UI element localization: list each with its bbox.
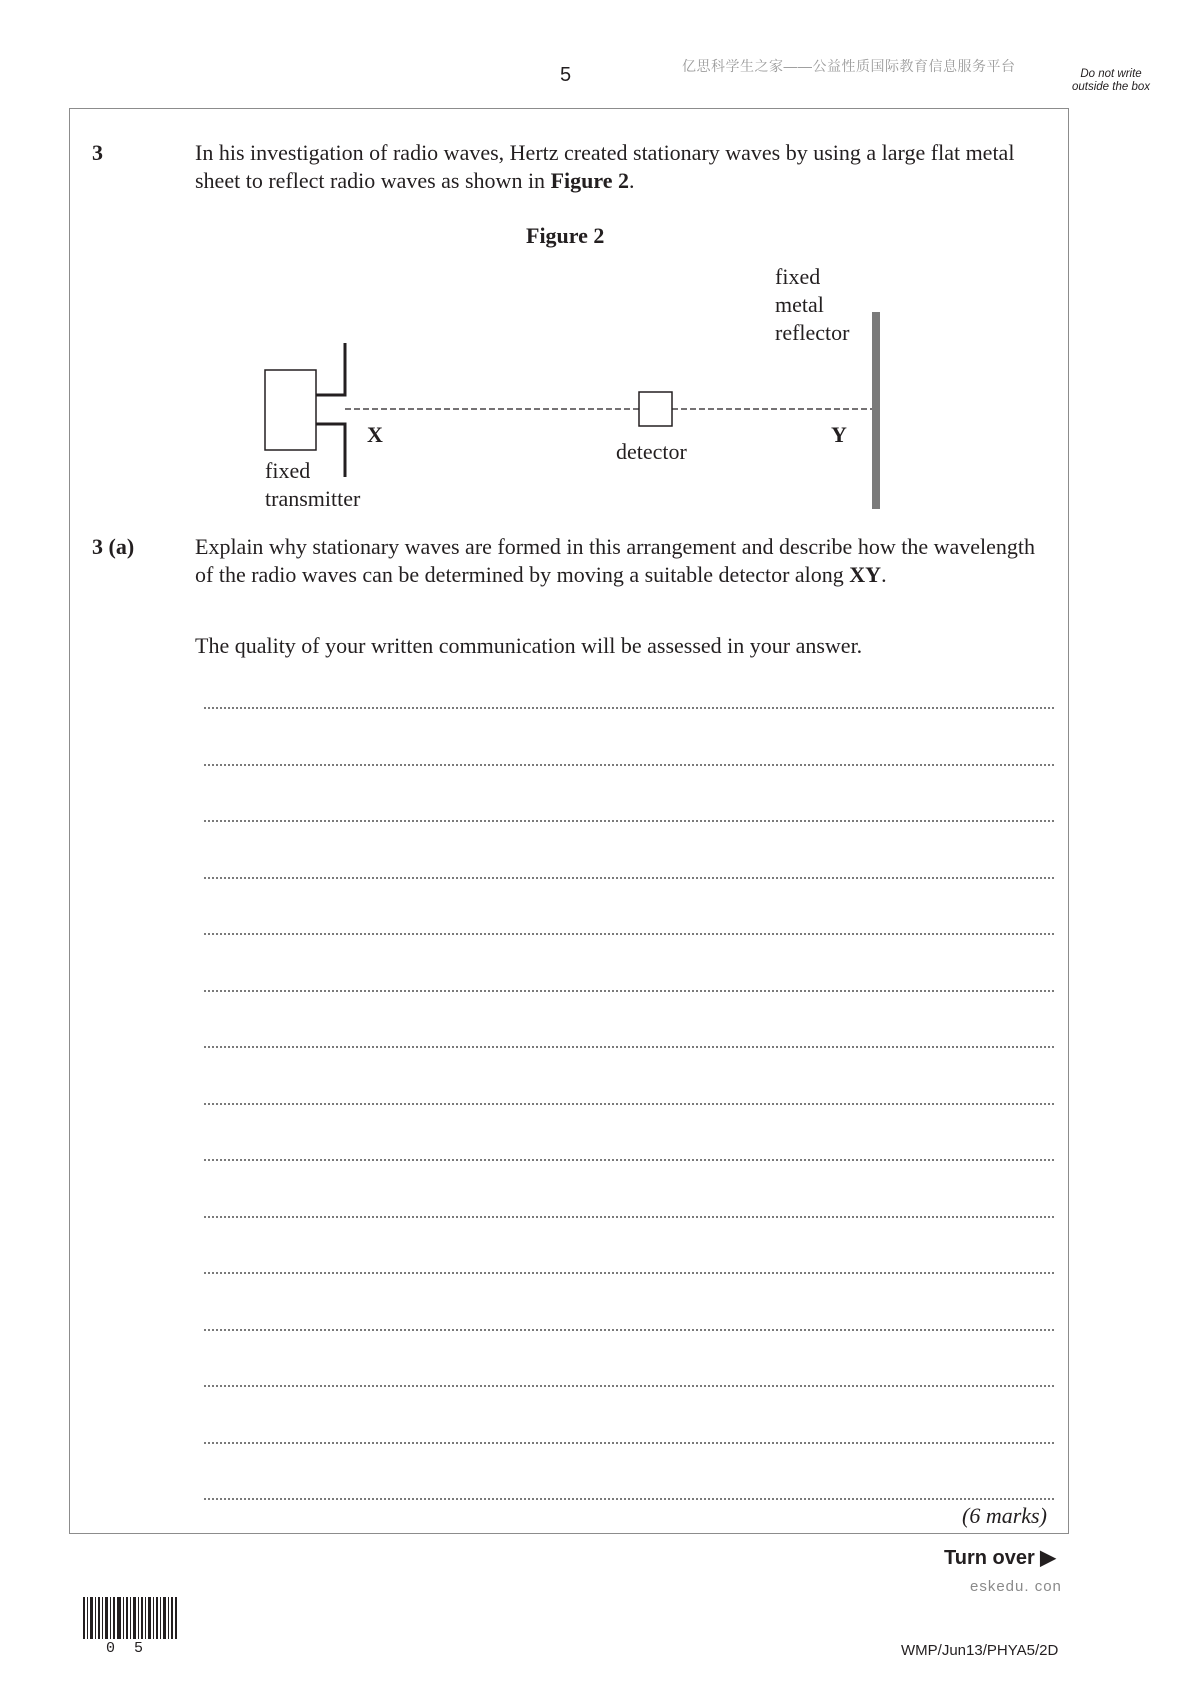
answer-line[interactable] — [203, 1498, 1056, 1500]
answer-line[interactable] — [203, 1385, 1056, 1387]
detector-box — [639, 392, 672, 426]
intro-text: In his investigation of radio waves, Hertz created stationary waves by using a large flat metal sheet to reflect radio waves as shown in — [195, 140, 1015, 193]
question-part-number: 3 (a) — [92, 534, 135, 559]
point-x-label: X — [367, 422, 383, 447]
point-y-label: Y — [831, 422, 847, 447]
metal-reflector — [872, 312, 880, 509]
transmitter-box — [265, 370, 316, 450]
barcode — [83, 1597, 177, 1639]
site-watermark: eskedu. con — [970, 1578, 1062, 1595]
answer-line[interactable] — [203, 1329, 1056, 1331]
reflector-label-2: metal — [775, 292, 824, 317]
turn-over: Turn over ▶ — [944, 1547, 1056, 1569]
margin-note: Do not write outside the box — [1071, 68, 1150, 93]
answer-line[interactable] — [203, 1159, 1056, 1161]
transmitter-antenna-lower — [316, 424, 345, 477]
answer-line[interactable] — [203, 1216, 1056, 1218]
transmitter-antenna-upper — [316, 343, 345, 395]
reflector-label-3: reflector — [775, 320, 850, 345]
qwc-note: The quality of your written communication will be assessed in your answer. — [195, 633, 863, 658]
answer-line[interactable] — [203, 764, 1056, 766]
intro-figure-ref: Figure 2 — [550, 168, 629, 193]
answer-line[interactable] — [203, 877, 1056, 879]
question-number: 3 — [92, 140, 103, 165]
answer-line[interactable] — [203, 990, 1056, 992]
reflector-label-1: fixed — [775, 264, 821, 289]
marks-allocation: (6 marks) — [962, 1503, 1047, 1528]
answer-line[interactable] — [203, 1046, 1056, 1048]
figure-2-diagram — [0, 0, 1190, 540]
transmitter-label-1: fixed — [265, 458, 311, 483]
page-number: 5 — [560, 64, 572, 86]
question-part-text — [195, 533, 1055, 589]
transmitter-label-2: transmitter — [265, 486, 361, 511]
answer-line[interactable] — [203, 1103, 1056, 1105]
detector-label: detector — [616, 439, 687, 464]
figure-title: Figure 2 — [526, 223, 605, 248]
answer-line[interactable] — [203, 820, 1056, 822]
answer-line[interactable] — [203, 1272, 1056, 1274]
answer-line[interactable] — [203, 1442, 1056, 1444]
paper-code: WMP/Jun13/PHYA5/2D — [901, 1642, 1059, 1659]
barcode-digits: 0 5 — [106, 1640, 149, 1657]
part-text: Explain why stationary waves are formed in this arrangement and describe how the wavelength of the radio waves can be determined by moving a suitable detector along — [195, 534, 1035, 587]
part-xy-ref: XY — [849, 562, 882, 587]
watermark: 亿思科学生之家——公益性质国际教育信息服务平台 — [682, 58, 1016, 74]
intro-end: . — [628, 168, 635, 193]
answer-line[interactable] — [203, 707, 1056, 709]
part-text-end: . — [881, 562, 887, 587]
answer-line[interactable] — [203, 933, 1056, 935]
